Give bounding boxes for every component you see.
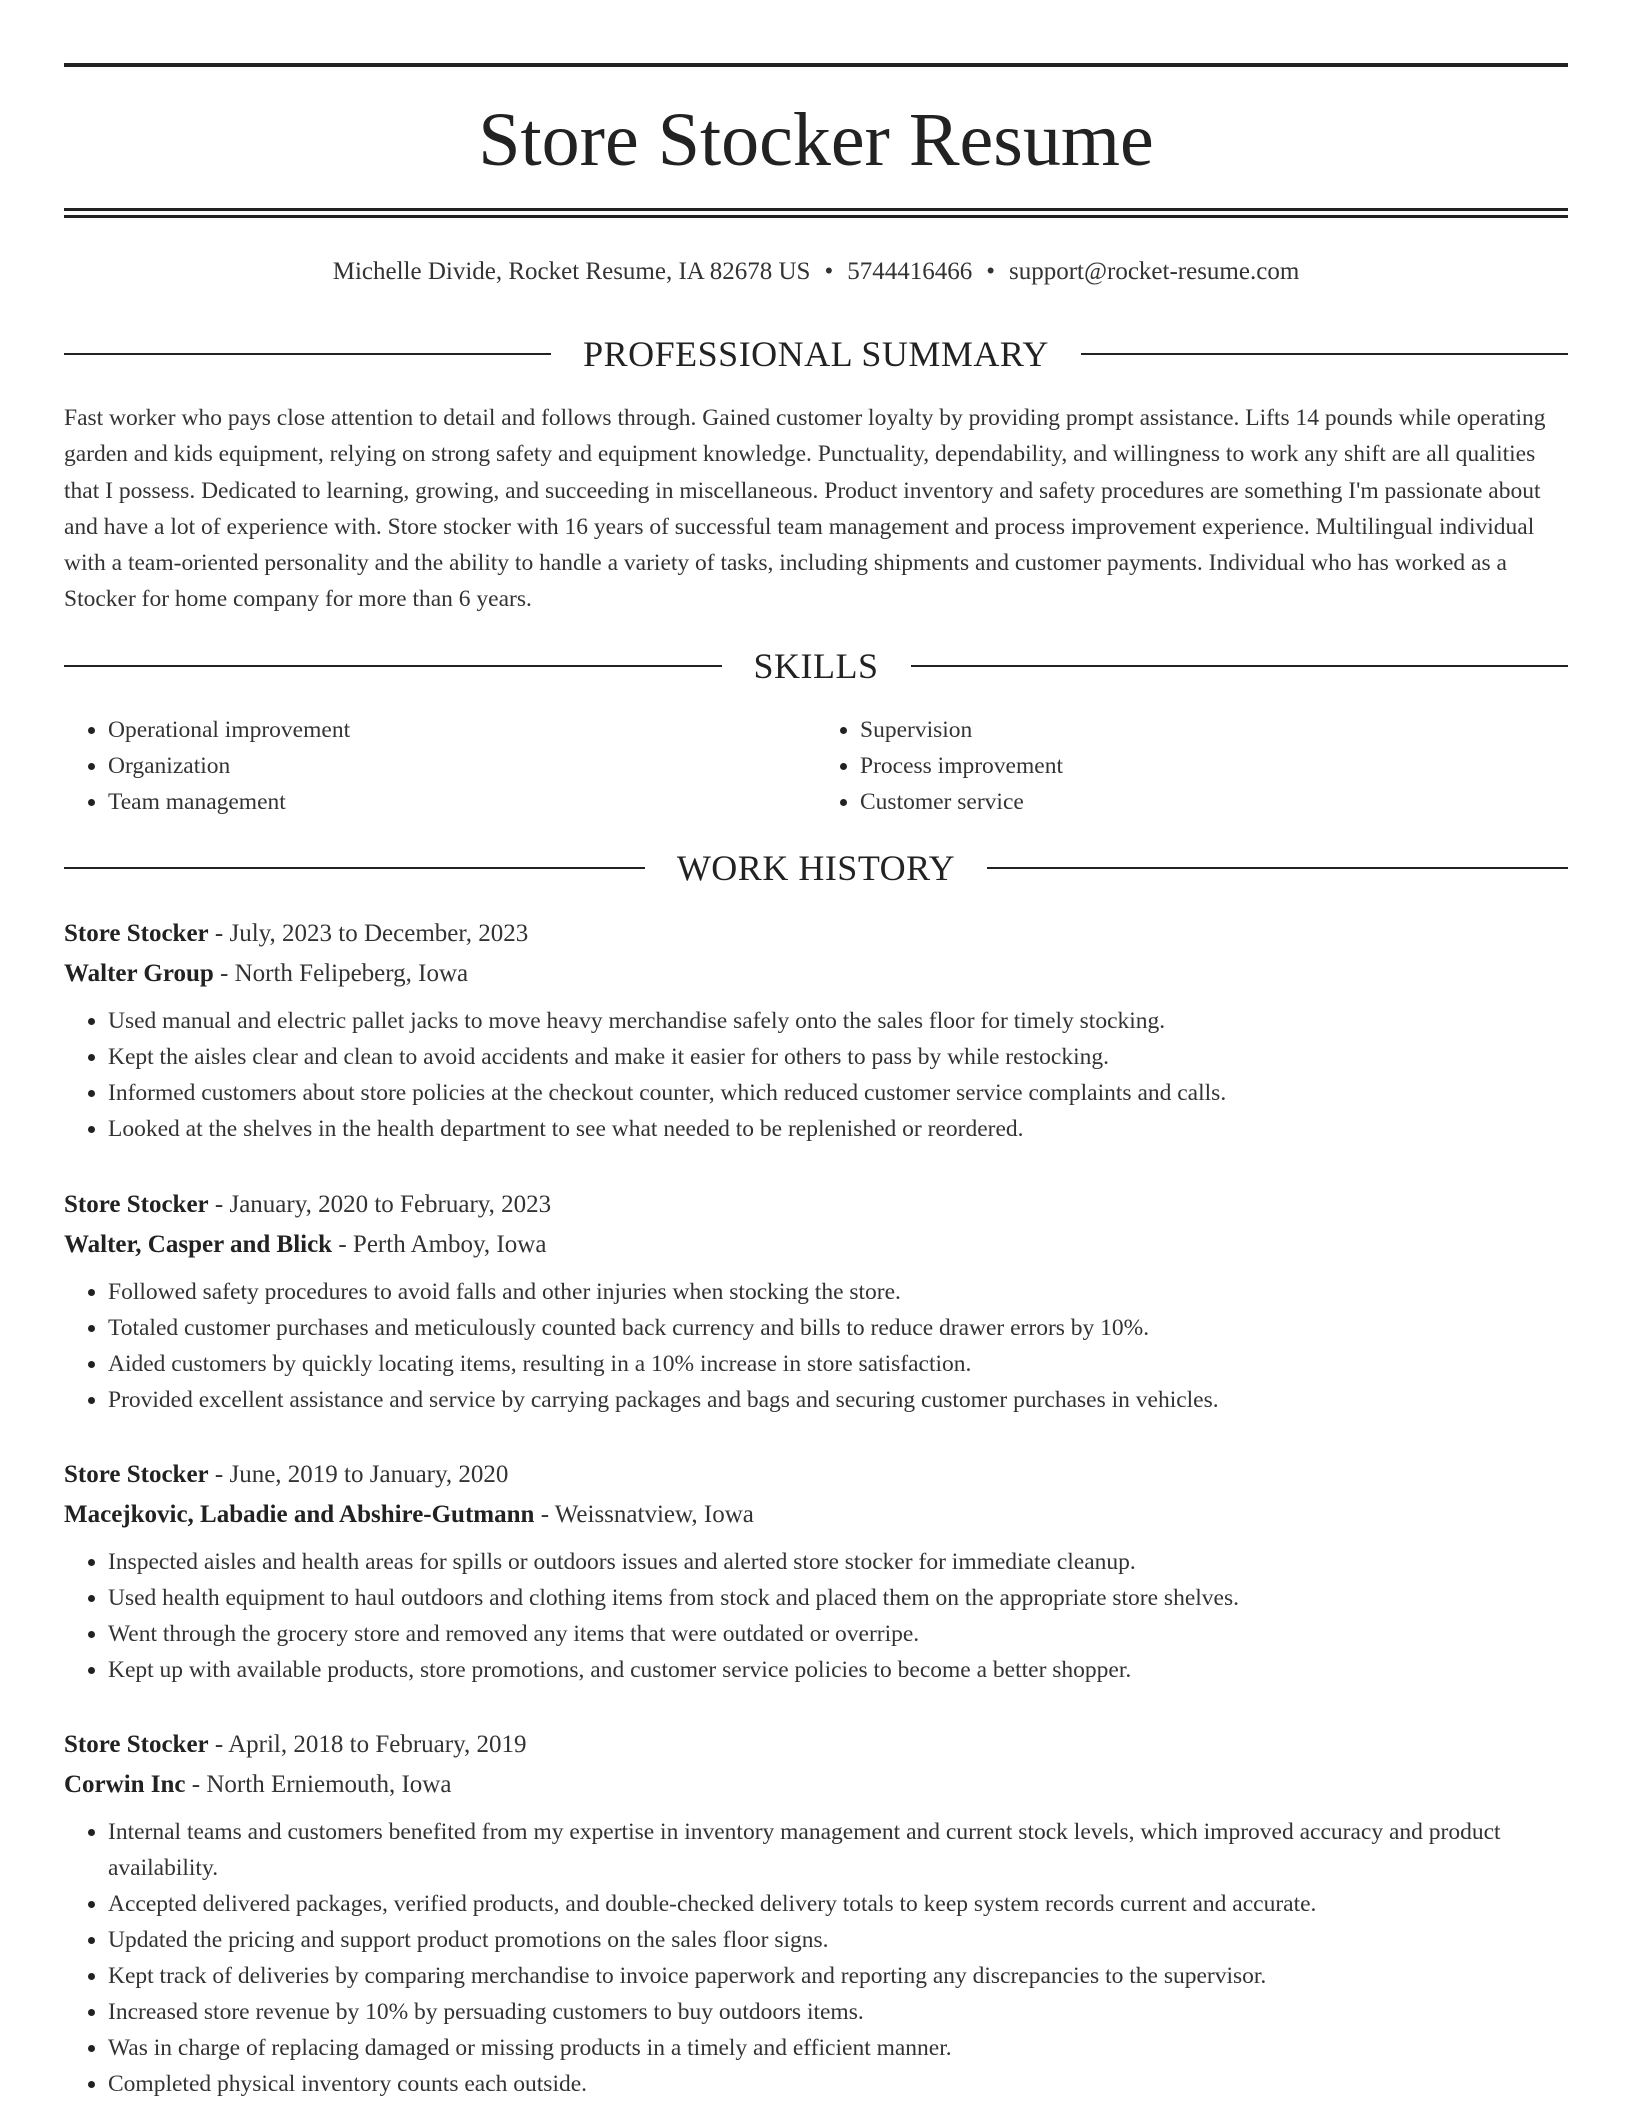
skill-item: • Team management bbox=[108, 784, 816, 820]
work-history-heading-label: WORK HISTORY bbox=[676, 848, 956, 888]
job-role-line bbox=[64, 1725, 1568, 1765]
job-company: Macejkovic, Labadie and Abshire-Gutmann bbox=[64, 1500, 535, 1528]
contact-separator: • bbox=[986, 258, 995, 285]
job-location: - Perth Amboy, Iowa bbox=[332, 1230, 547, 1258]
summary-heading bbox=[64, 332, 1568, 376]
job-company-line bbox=[64, 954, 1568, 994]
job-bullet: • Used manual and electric pallet jacks to move heavy merchandise safely onto the sales floor for timely stocking. bbox=[108, 1003, 1568, 1039]
job-bullet: • Used health equipment to haul outdoors and clothing items from stock and placed them on the appropriate store shelves. bbox=[108, 1580, 1568, 1616]
job-bullet: • Internal teams and customers benefited from my expertise in inventory management and current stock levels, which improved accuracy and product availability. bbox=[108, 1814, 1568, 1886]
summary-paragraph: Fast worker who pays close attention to detail and follows through. Gained customer loyalty by providing prompt assistance. Lifts 14 pounds while operating garden and kids equipment, relying on strong safety and equipment knowledge. Punctuality, dependability, and willingness to work any shift are all qualities that I possess. Dedicated to learning, growing, and succeeding in miscellaneous. Product inventory and safety procedures are something I'm passionate about and have a lot of experience with. Store stocker with 16 years of successful team management and process improvement experience. Multilingual individual with a team-oriented personality and the ability to handle a variety of tasks, including shipments and customer payments. Individual who has worked as a Stocker for home company for more than 6 years. bbox=[64, 405, 1546, 613]
job-company-line bbox=[64, 1495, 1568, 1535]
heading-rule-left bbox=[64, 867, 645, 869]
job-bullets bbox=[64, 1003, 1568, 1147]
job-bullet: • Informed customers about store policies at the checkout counter, which reduced customer service complaints and calls. bbox=[108, 1075, 1568, 1111]
skills-heading-label: SKILLS bbox=[753, 646, 879, 686]
summary-heading-label: PROFESSIONAL SUMMARY bbox=[583, 334, 1049, 374]
job-location: - North Erniemouth, Iowa bbox=[185, 1770, 452, 1798]
job-company-line bbox=[64, 1765, 1568, 1805]
job-bullet: • Completed physical inventory counts each outside. bbox=[108, 2066, 1568, 2102]
job-location: - North Felipeberg, Iowa bbox=[213, 959, 469, 987]
top-rule bbox=[64, 63, 1568, 67]
contact-line bbox=[64, 254, 1568, 290]
job-company: Corwin Inc bbox=[64, 1770, 186, 1798]
job-bullet: • Kept the aisles clear and clean to avoid accidents and make it easier for others to pass by while restocking. bbox=[108, 1039, 1568, 1075]
skills-column-left bbox=[64, 712, 816, 820]
job-role-line bbox=[64, 1185, 1568, 1225]
job-bullet: • Inspected aisles and health areas for spills or outdoors issues and alerted store stocker for immediate cleanup. bbox=[108, 1544, 1568, 1580]
job-company: Walter, Casper and Blick bbox=[64, 1230, 333, 1258]
job-bullet: • Followed safety procedures to avoid falls and other injuries when stocking the store. bbox=[108, 1274, 1568, 1310]
job-bullet: • Accepted delivered packages, verified products, and double-checked delivery totals to keep system records current and accurate. bbox=[108, 1886, 1568, 1922]
work-history-heading bbox=[64, 846, 1568, 890]
heading-rule-right bbox=[1081, 353, 1568, 355]
job-location: - Weissnatview, Iowa bbox=[534, 1500, 754, 1528]
job-entry bbox=[64, 1455, 1568, 1688]
heading-rule-right bbox=[911, 665, 1569, 667]
skill-item: • Process improvement bbox=[860, 748, 1568, 784]
heading-rule-right bbox=[987, 867, 1568, 869]
skill-item: • Organization bbox=[108, 748, 816, 784]
title-double-rule bbox=[64, 208, 1568, 218]
job-bullet: • Looked at the shelves in the health department to see what needed to be replenished or reordered. bbox=[108, 1111, 1568, 1147]
job-title: Store Stocker bbox=[64, 1731, 209, 1758]
job-bullet: • Was in charge of replacing damaged or missing products in a timely and efficient manner. bbox=[108, 2030, 1568, 2066]
job-dates: - January, 2020 to February, 2023 bbox=[208, 1191, 552, 1218]
job-dates: - June, 2019 to January, 2020 bbox=[208, 1461, 509, 1488]
job-dates: - April, 2018 to February, 2019 bbox=[208, 1731, 527, 1758]
heading-rule-left bbox=[64, 665, 722, 667]
job-bullet: • Provided excellent assistance and service by carrying packages and bags and securing customer purchases in vehicles. bbox=[108, 1382, 1568, 1418]
job-bullet: • Updated the pricing and support product promotions on the sales floor signs. bbox=[108, 1922, 1568, 1958]
job-bullet: • Kept up with available products, store promotions, and customer service policies to become a better shopper. bbox=[108, 1652, 1568, 1688]
job-title: Store Stocker bbox=[64, 1191, 209, 1218]
job-bullets bbox=[64, 1544, 1568, 1688]
contact-separator: • bbox=[824, 258, 834, 285]
job-entry bbox=[64, 914, 1568, 1147]
skills-column-right bbox=[816, 712, 1568, 820]
job-bullet: • Aided customers by quickly locating items, resulting in a 10% increase in store satisfaction. bbox=[108, 1346, 1568, 1382]
job-company-line bbox=[64, 1225, 1568, 1265]
job-entry bbox=[64, 1725, 1568, 2102]
job-role-line bbox=[64, 914, 1568, 954]
job-company: Walter Group bbox=[64, 959, 214, 987]
contact-address: Michelle Divide, Rocket Resume, IA 82678 US bbox=[332, 258, 811, 285]
skill-item: • Operational improvement bbox=[108, 712, 816, 748]
skill-item: • Supervision bbox=[860, 712, 1568, 748]
job-dates: - July, 2023 to December, 2023 bbox=[208, 920, 529, 947]
skills-heading bbox=[64, 644, 1568, 688]
contact-phone: 5744416466 bbox=[847, 258, 973, 285]
job-bullet: • Kept track of deliveries by comparing merchandise to invoice paperwork and reporting any discrepancies to the supervisor. bbox=[108, 1958, 1568, 1994]
skills-list bbox=[64, 712, 1568, 820]
contact-email: support@rocket-resume.com bbox=[1008, 258, 1300, 285]
job-bullet: • Increased store revenue by 10% by persuading customers to buy outdoors items. bbox=[108, 1994, 1568, 2030]
job-bullets bbox=[64, 1274, 1568, 1418]
job-bullet: • Went through the grocery store and removed any items that were outdated or overripe. bbox=[108, 1616, 1568, 1652]
job-entry bbox=[64, 1185, 1568, 1418]
job-title: Store Stocker bbox=[64, 1461, 209, 1488]
resume-title: Store Stocker Resume bbox=[478, 98, 1154, 182]
skill-item: • Customer service bbox=[860, 784, 1568, 820]
job-role-line bbox=[64, 1455, 1568, 1495]
job-title: Store Stocker bbox=[64, 920, 209, 947]
job-bullet: • Totaled customer purchases and meticulously counted back currency and bills to reduce drawer errors by 10%. bbox=[108, 1310, 1568, 1346]
heading-rule-left bbox=[64, 353, 551, 355]
job-bullets bbox=[64, 1814, 1568, 2102]
